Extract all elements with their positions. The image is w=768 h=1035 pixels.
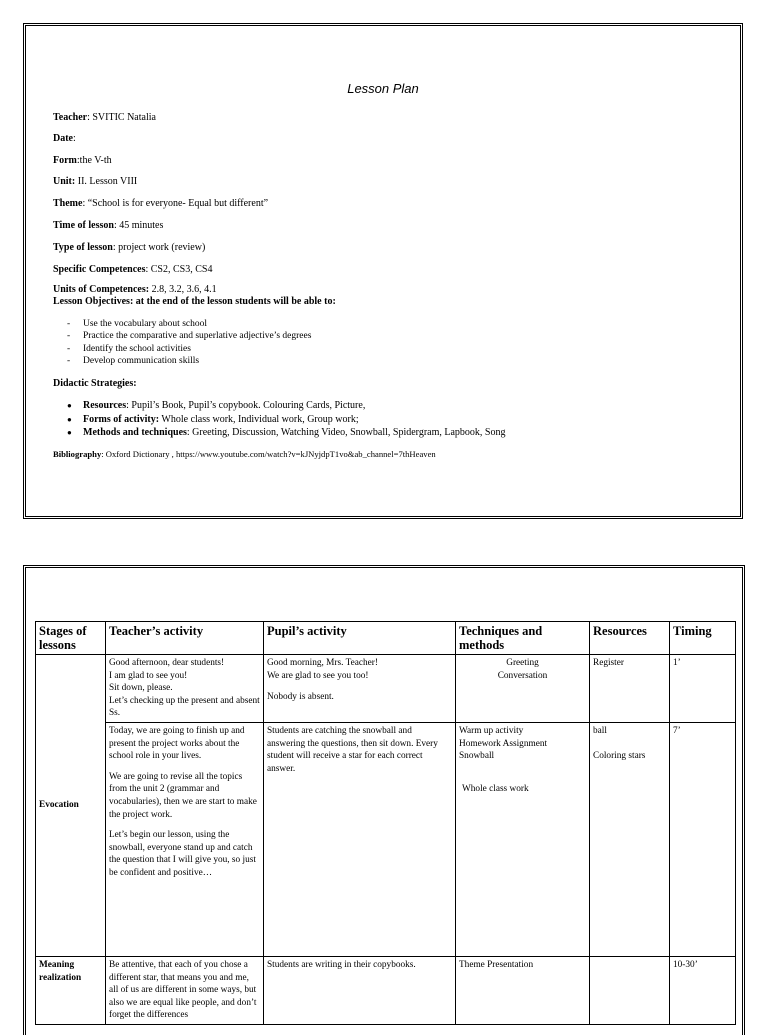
header-stages: Stages of lessons (36, 622, 106, 655)
strategies-heading: Didactic Strategies: (53, 378, 137, 389)
field-competences: Specific Competences: CS2, CS3, CS4 (53, 264, 213, 275)
lesson-table-page (23, 565, 745, 1035)
lesson-plan-page (23, 23, 743, 519)
objectives-list (53, 318, 311, 367)
pupil-cell: Students are catching the snowball and answering the questions, then sit down. Every student will receive a star for each correct answer. (264, 722, 456, 956)
field-unit: Unit: II. Lesson VIII (53, 176, 138, 187)
lesson-stages-table (35, 621, 736, 1025)
list-item: - Develop communication skills (67, 355, 200, 366)
field-theme: Theme: “School is for everyone- Equal but different” (53, 198, 269, 209)
timing-cell: 10-30’ (670, 956, 736, 1024)
list-item: - Identify the school activities (67, 343, 191, 354)
pupil-cell: Students are writing in their copybooks. (264, 956, 456, 1024)
strategies-list (53, 399, 505, 440)
techniques-cell: Theme Presentation (456, 956, 590, 1024)
teacher-cell: Be attentive, that each of you chose a different star, that means you and me, all of us are different in some ways, but also we are equal like people, and don’t forget the differences (106, 956, 264, 1024)
list-item: - Practice the comparative and superlative adjective’s degrees (67, 331, 312, 342)
objectives-heading: Lesson Objectives: at the end of the lesson students will be able to: (53, 296, 336, 307)
table-header-row (36, 622, 736, 655)
header-resources: Resources (590, 622, 670, 655)
stage-meaning-realization: Meaning realization (36, 956, 106, 1024)
resources-cell: Register (590, 655, 670, 723)
teacher-cell: Today, we are going to finish up and present the project works about the school role in your lives. We are going to revise all the topics from the unit 2 (grammar and vocabularies), then we are start to make the project work. Let’s begin our lesson, using the snowball, everyone stand up and catch the question that I will give you, so just be confident and positive… (106, 722, 264, 956)
header-timing: Timing (670, 622, 736, 655)
field-type: Type of lesson: project work (review) (53, 242, 206, 253)
techniques-cell: Warm up activity Homework Assignment Snowball Whole class work (456, 722, 590, 956)
table-row (36, 655, 736, 723)
field-teacher: Teacher: SVITIC Natalia (53, 112, 156, 123)
techniques-cell: Greeting Conversation (456, 655, 590, 723)
field-time: Time of lesson: 45 minutes (53, 220, 164, 231)
list-item: ● Forms of activity: Whole class work, Individual work, Group work; (67, 413, 359, 425)
field-date: Date: (53, 133, 76, 144)
page-title: Lesson Plan (347, 81, 419, 96)
timing-cell: 7’ (670, 722, 736, 956)
list-item: ● Methods and techniques: Greeting, Discussion, Watching Video, Snowball, Spidergram, Lapbook, Song (67, 427, 506, 438)
header-pupil: Pupil’s activity (264, 622, 456, 655)
resources-cell: ball Coloring stars (590, 722, 670, 956)
pupil-cell: Good morning, Mrs. Teacher! We are glad to see you too! Nobody is absent. (264, 655, 456, 723)
teacher-cell: Good afternoon, dear students! I am glad to see you! Sit down, please. Let’s checking up the present and absent Ss. (106, 655, 264, 723)
resources-cell (590, 956, 670, 1024)
header-techniques: Techniques and methods (456, 622, 590, 655)
list-item: ● Resources: Pupil’s Book, Pupil’s copybook. Colouring Cards, Picture, (67, 400, 366, 411)
field-units: Units of Competences: 2.8, 3.2, 3.6, 4.1 (53, 284, 217, 295)
list-item: - Use the vocabulary about school (67, 319, 207, 329)
table-row (36, 722, 736, 956)
stage-evocation: Evocation (36, 655, 106, 957)
table-row (36, 956, 736, 1024)
bibliography: Bibliography: Oxford Dictionary , https://www.youtube.com/watch?v=kJNyjdpT1vo&ab_channel=7thHeaven (53, 449, 436, 459)
field-form: Form:the V-th (53, 155, 112, 166)
timing-cell: 1’ (670, 655, 736, 723)
header-teacher: Teacher’s activity (106, 622, 264, 655)
